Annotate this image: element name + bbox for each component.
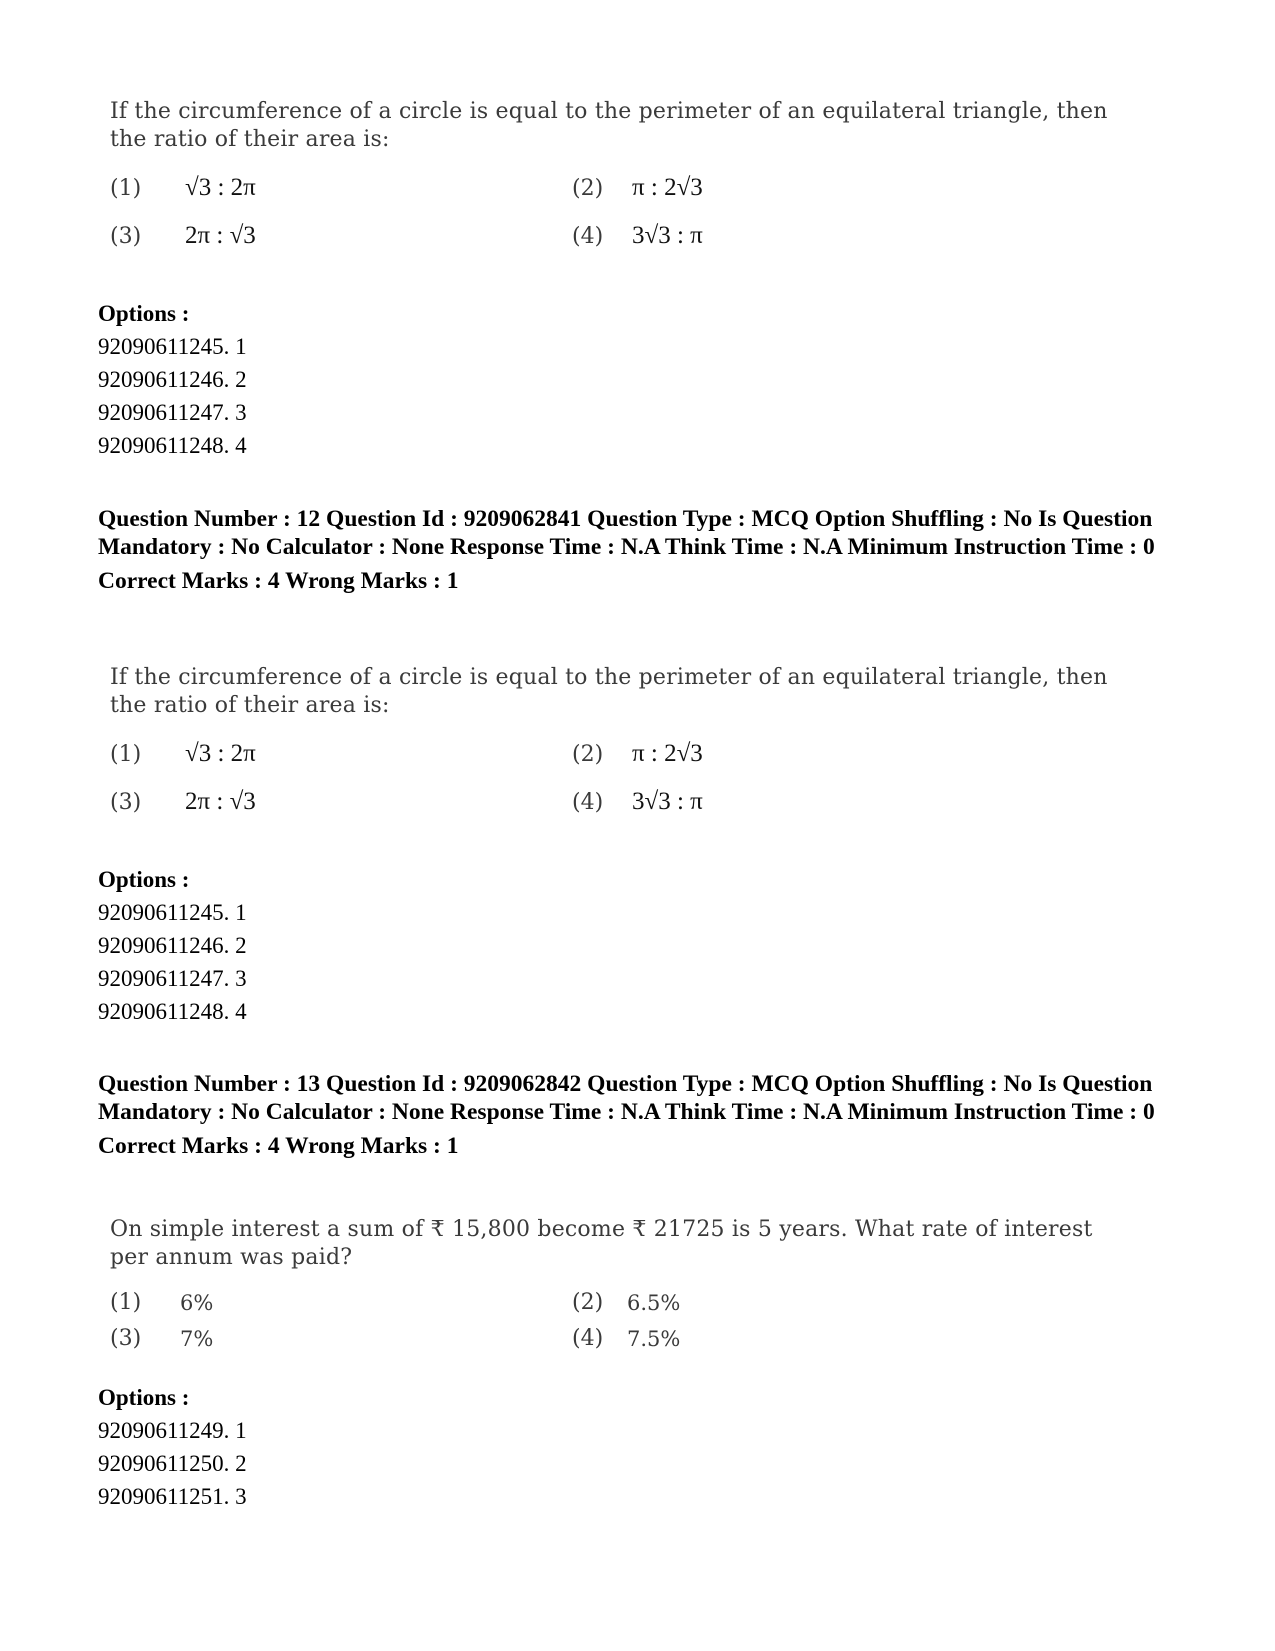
- choice-value: 6.5%: [627, 1290, 681, 1315]
- choice-number: (2): [572, 741, 604, 767]
- choice-2: [572, 740, 703, 768]
- choice-number: (2): [572, 175, 604, 201]
- option-item: 92090611249. 1: [98, 1418, 247, 1443]
- choice-3: [110, 222, 256, 250]
- option-item: 92090611245. 1: [98, 900, 247, 925]
- options-list: [98, 863, 247, 1028]
- marks-text: Correct Marks : 4 Wrong Marks : 1: [98, 568, 459, 594]
- choice-value: π : 2√3: [632, 174, 703, 201]
- option-item: 92090611246. 2: [98, 933, 247, 958]
- question-text: If the circumference of a circle is equal to the perimeter of an equilateral triangle, then the ratio of their area is:: [110, 665, 1108, 718]
- choice-value: 2π : √3: [185, 788, 256, 815]
- choice-grid: [110, 174, 1110, 274]
- choice-number: (1): [110, 741, 142, 767]
- question-text: If the circumference of a circle is equal to the perimeter of an equilateral triangle, then the ratio of their area is:: [110, 99, 1108, 152]
- option-item: 92090611248. 4: [98, 999, 247, 1024]
- choice-number: (4): [572, 1326, 604, 1351]
- question-image-q13: [110, 1216, 1110, 1370]
- choice-4: [572, 222, 703, 250]
- choice-4: [572, 1326, 680, 1351]
- question-image-q11: [110, 98, 1110, 274]
- question-meta-text: Question Number : 13 Question Id : 9209062842 Question Type : MCQ Option Shuffling : No Is Question Mandatory : No Calculator : None Response Time : N.A Think Time : N.A Minimum Instruction Time : 0: [98, 1071, 1155, 1125]
- options-list: [98, 1381, 247, 1513]
- choice-3: [110, 1326, 213, 1351]
- question-meta-q13: [98, 1070, 1198, 1160]
- choice-1: [110, 174, 256, 202]
- choice-grid: [110, 740, 1110, 840]
- options-heading: Options :: [98, 1385, 190, 1410]
- choice-value: √3 : 2π: [185, 174, 256, 201]
- choice-number: (1): [110, 1290, 142, 1315]
- choice-number: (1): [110, 175, 142, 201]
- option-item: 92090611251. 3: [98, 1484, 247, 1509]
- choice-2: [572, 1290, 680, 1315]
- choice-value: 2π : √3: [185, 222, 256, 249]
- choice-1: [110, 1290, 213, 1315]
- option-item: 92090611246. 2: [98, 367, 247, 392]
- options-heading: Options :: [98, 301, 190, 326]
- option-item: 92090611245. 1: [98, 334, 247, 359]
- marks-text: Correct Marks : 4 Wrong Marks : 1: [98, 1133, 459, 1159]
- choice-value: 7.5%: [627, 1326, 681, 1351]
- options-heading: Options :: [98, 867, 190, 892]
- choice-3: [110, 788, 256, 816]
- question-text: On simple interest a sum of ₹ 15,800 become ₹ 21725 is 5 years. What rate of interest per annum was paid?: [110, 1217, 1093, 1270]
- choice-number: (4): [572, 223, 604, 249]
- choice-number: (4): [572, 789, 604, 815]
- question-image-q12: [110, 664, 1110, 840]
- choice-2: [572, 174, 703, 202]
- option-item: 92090611247. 3: [98, 400, 247, 425]
- option-item: 92090611247. 3: [98, 966, 247, 991]
- option-item: 92090611248. 4: [98, 433, 247, 458]
- choice-number: (3): [110, 223, 142, 249]
- choice-value: 3√3 : π: [632, 222, 703, 249]
- choice-value: 6%: [180, 1290, 214, 1315]
- choice-grid: [110, 1290, 1110, 1370]
- options-list: [98, 297, 247, 462]
- option-item: 92090611250. 2: [98, 1451, 247, 1476]
- choice-value: π : 2√3: [632, 740, 703, 767]
- choice-1: [110, 740, 256, 768]
- choice-number: (2): [572, 1290, 604, 1315]
- choice-value: 3√3 : π: [632, 788, 703, 815]
- question-meta-q12: [98, 505, 1198, 595]
- choice-value: √3 : 2π: [185, 740, 256, 767]
- choice-number: (3): [110, 789, 142, 815]
- question-meta-text: Question Number : 12 Question Id : 9209062841 Question Type : MCQ Option Shuffling : No Is Question Mandatory : No Calculator : None Response Time : N.A Think Time : N.A Minimum Instruction Time : 0: [98, 506, 1155, 560]
- choice-value: 7%: [180, 1326, 214, 1351]
- choice-number: (3): [110, 1326, 142, 1351]
- choice-4: [572, 788, 703, 816]
